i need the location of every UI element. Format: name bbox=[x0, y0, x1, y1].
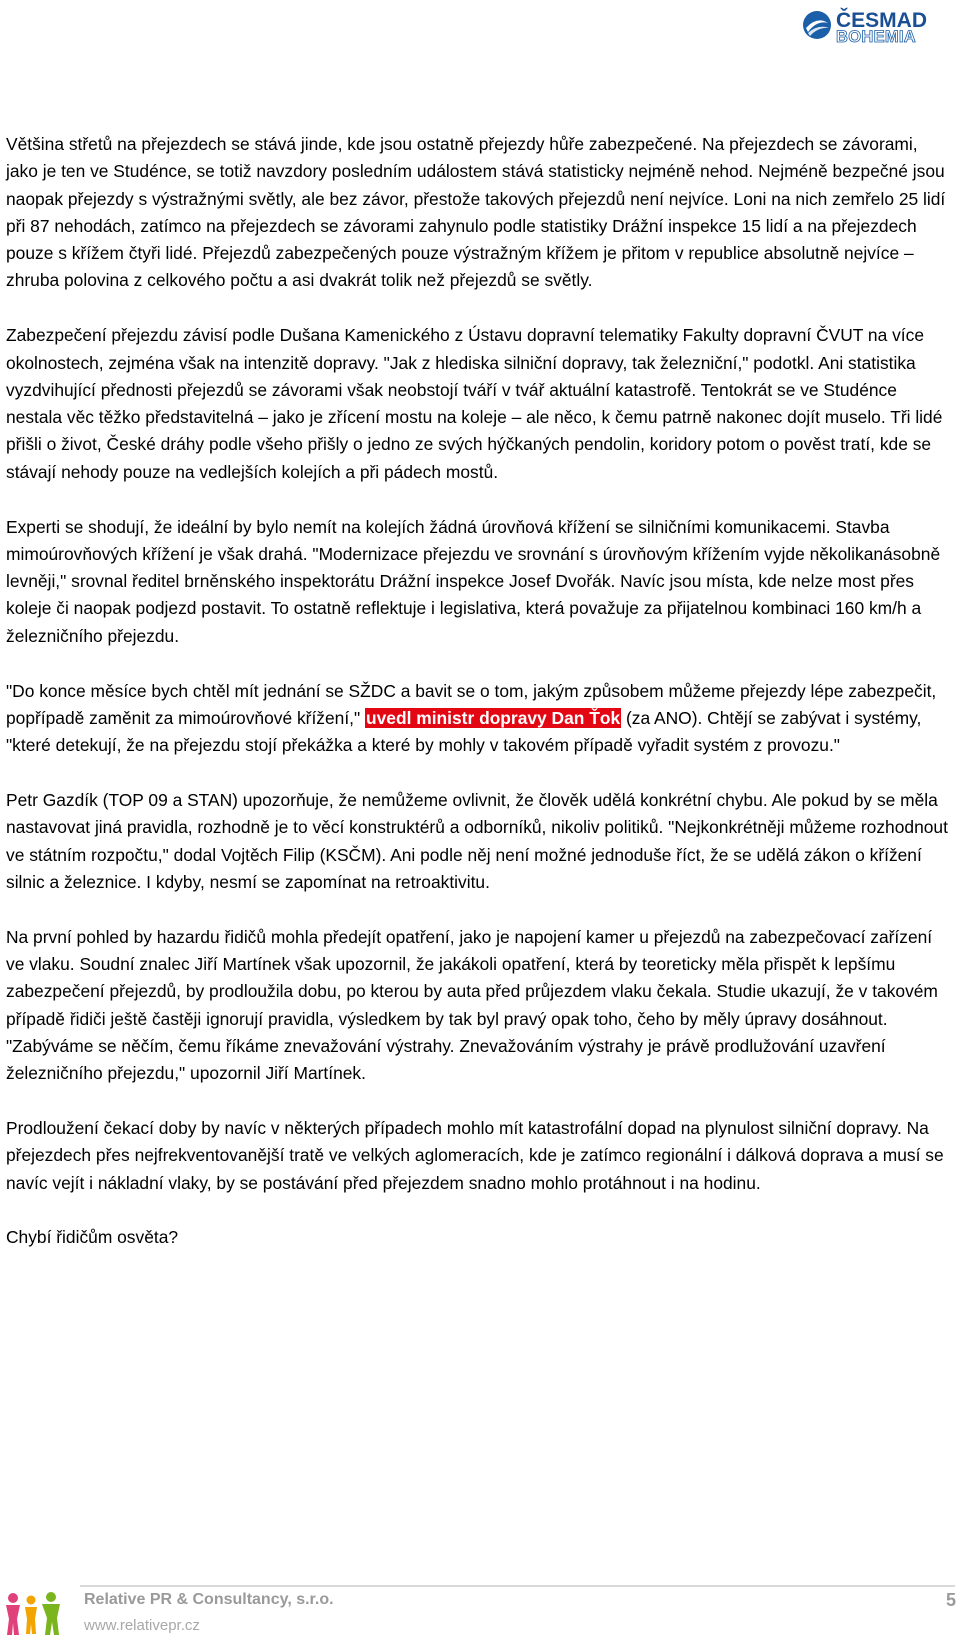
logo-circle-icon bbox=[803, 11, 831, 39]
quote-continuation: (za ANO). Chtějí se zabývat i systémy, "které detekují, že na přejezdu stojí překážka a které by mohly v takovém případě vyřadit systém z provozu." bbox=[6, 707, 922, 756]
quote-text: "Do konce měsíce bych chtěl mít jednání se SŽDC a bavit se o tom, jakým způsobem můžeme přejezdy lépe zabezpečit, popřípadě zaměnit za mimoúrovňové křížení," bbox=[6, 680, 937, 728]
highlighted-attribution: uvedl ministr dopravy Dan Ťok bbox=[366, 707, 621, 728]
article-body bbox=[6, 131, 951, 1252]
paragraph-5: Petr Gazdík (TOP 09 a STAN) upozorňuje, že nemůžeme ovlivnit, že člověk udělá konkrétní chybu. Ale pokud by se měla nastavovat jiná pravidla, rozhodně je to věcí konstruktérů a odborníků, nikoliv politiků. "Nejkonkrétněji můžeme rozhodnout ve státním rozpočtu," dodal Vojtěch Filip (KSČM). Ani podle něj není možné jednoduše říct, že se udělá zákon o křížení silnic a železnice. I kdyby, nesmí se zapomínat na retroaktivitu. bbox=[6, 789, 948, 892]
page-number: 5 bbox=[945, 1590, 956, 1610]
paragraph-7: Prodloužení čekací doby by navíc v některých případech mohlo mít katastrofální dopad na plynulost silniční dopravy. Na přejezdech přes nejfrekventovanější tratě ve velkých aglomeracích, kde je zatímco regionální i dálková doprava a musí se navíc vejít i nákladní vlaky, by se postávání před přejezdem snadno mohlo protáhnout i na hodinu. bbox=[6, 1117, 944, 1193]
cesmad-bohemia-logo bbox=[800, 6, 956, 44]
footer-divider bbox=[80, 1585, 955, 1587]
paragraph-1: Většina střetů na přejezdech se stává jinde, kde jsou ostatně přejezdy hůře zabezpečené. Na přejezdech se závorami, jako je ten ve Studénce, se totiž navzdory posledním událostem stává statisticky nejméně nehod. Nejméně bezpečné jsou naopak přejezdy s výstražnými světly, ale bez závor, přestože takových přejezdů není nejvíce. Loni na nich zemřelo 25 lidí při 87 nehodách, zatímco na přejezdech se závorami zahynulo podle statistiky Drážní inspekce 15 lidí a na přejezdech pouze s křížem čtyři lidé. Přejezdů zabezpečených pouze výstražným křížem je přitom v republice absolutně nejvíce – zhruba polovina z celkového počtu a asi dvakrát tolik než přejezdů se světly. bbox=[6, 134, 946, 291]
paragraph-6: Na první pohled by hazardu řidičů mohla předejít opatření, jako je napojení kamer u přejezdů na zabezpečovací zařízení ve vlaku. Soudní znalec Jiří Martínek však upozornil, že jakákoli opatření, která by teoreticky měla přispět k lepšímu zabezpečení přejezdů, by prodloužila dobu, po kterou by auta před průjezdem vlaku čekala. Studie ukazují, že v takovém případě řidiči ještě častěji ignorují pravidla, výsledkem by tak byl pravý opak toho, čeho by měly úpravy dosáhnout. "Zabýváme se něčím, čemu říkáme znevažování výstrahy. Znevažováním výstrahy je právě prodlužování uzavření železničního přejezdu," upozornil Jiří Martínek. bbox=[6, 926, 938, 1084]
logo-secondary-text: BOHEMIA bbox=[836, 28, 917, 44]
paragraph-4 bbox=[6, 678, 951, 760]
footer-website-link[interactable]: www.relativepr.cz bbox=[84, 1617, 200, 1634]
paragraph-3: Experti se shodují, že ideální by bylo nemít na kolejích žádná úrovňová křížení se silničními komunikacemi. Stavba mimoúrovňových křížení je však drahá. "Modernizace přejezdu ve srovnání s úrovňovým křížením vyjde několikanásobně levněji," srovnal ředitel brněnského inspektorátu Drážní inspekce Josef Dvořák. Navíc jsou místa, kde nelze most přes koleje či naopak podjezd postavit. To ostatně reflektuje i legislativa, která považuje za přijatelnou kombinaci 160 km/h a železničního přejezdu. bbox=[6, 516, 941, 646]
relative-pr-figures-icon bbox=[4, 1591, 66, 1637]
logo-primary-text: ČESMAD bbox=[836, 9, 928, 32]
section-question: Chybí řidičům osvěta? bbox=[6, 1227, 179, 1248]
footer-company-name: Relative PR & Consultancy, s.r.o. bbox=[84, 1591, 334, 1608]
paragraph-2: Zabezpečení přejezdu závisí podle Dušana Kamenického z Ústavu dopravní telematiky Fakulty dopravní ČVUT na více okolnostech, zejména však na intenzitě dopravy. "Jak z hlediska silniční dopravy, tak železniční," podotkl. Ani statistika vyzdvihující přednosti přejezdů se závorami však neobstojí tváří v tvář aktuální katastrofě. Tentokrát se ve Studénce nestala věc těžko představitelná – jako je zřícení mostu na koleje – ale něco, k čemu patrně nakonec dojít muselo. Tři lidé přišli o život, České dráhy podle všeho přišly o jedno ze svých hýčkaných pendolin, koridory potom o pověst tratí, kde se stávají nehody pouze na vedlejších kolejích a při pádech mostů. bbox=[6, 325, 943, 482]
